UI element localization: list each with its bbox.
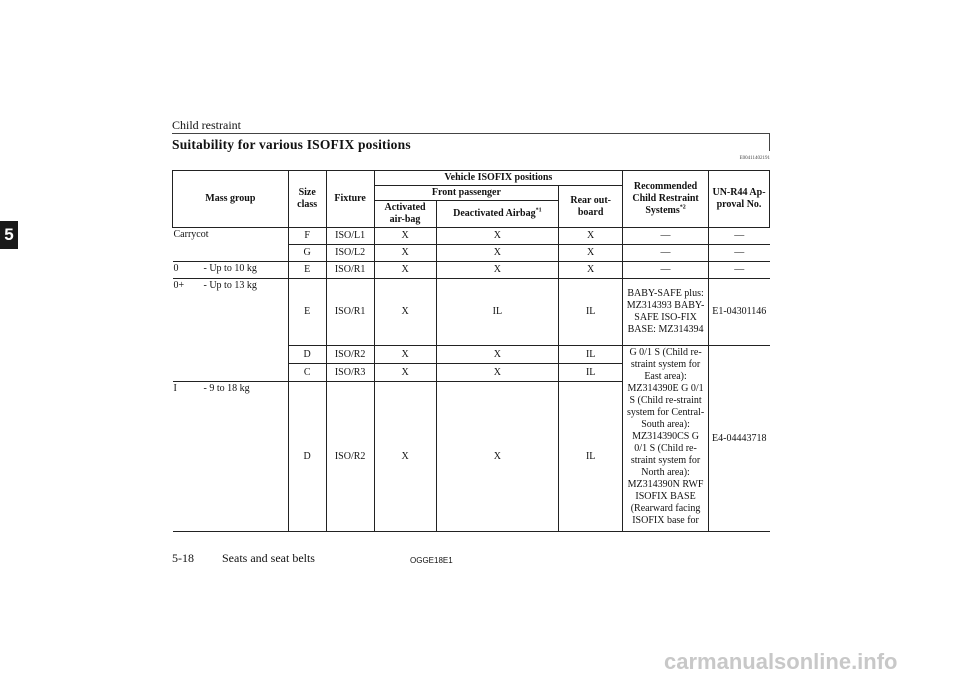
fixture-cell: ISO/R2 <box>326 346 374 364</box>
table-row <box>173 262 770 279</box>
rear-cell: X <box>559 228 623 245</box>
table-row <box>173 279 770 346</box>
fixture-cell: ISO/R1 <box>326 279 374 346</box>
recommended-cell: BABY-SAFE plus: MZ314393 BABY-SAFE ISO-FIX BASE: MZ314394 <box>623 279 709 346</box>
un-cell: E1-04301146 <box>709 279 770 346</box>
watermark: carmanualsonline.info <box>664 649 898 674</box>
page-number: 5-18 <box>172 551 194 565</box>
section-code: E00411402191 <box>739 156 770 161</box>
mass-group-cell: Carrycot <box>173 228 289 262</box>
deactivated-cell: X <box>436 262 559 279</box>
section-tab: 5 <box>0 221 18 249</box>
fixture-cell: ISO/L1 <box>326 228 374 245</box>
mass-group-cell: 0+ - Up to 13 kg <box>173 279 289 382</box>
activated-cell: X <box>374 279 436 346</box>
header-fixture: Fixture <box>326 171 374 228</box>
header-rule-end <box>769 133 770 151</box>
header-activated-airbag: Activated air-bag <box>374 201 436 228</box>
fixture-cell: ISO/R2 <box>326 382 374 532</box>
un-cell: E4-04443718 <box>709 346 770 532</box>
footer-section: Seats and seat belts <box>222 551 315 565</box>
rear-cell: IL <box>559 279 623 346</box>
activated-cell: X <box>374 346 436 364</box>
header-mass-group: Mass group <box>173 171 289 228</box>
chapter-label: Child restraint <box>172 118 241 132</box>
header-rule <box>172 133 770 134</box>
mass-group-cell: 0 - Up to 10 kg <box>173 262 289 279</box>
table-row <box>173 228 770 245</box>
rear-cell: IL <box>559 382 623 532</box>
rear-cell: X <box>559 262 623 279</box>
size-cell: D <box>288 382 326 532</box>
size-cell: D <box>288 346 326 364</box>
header-rear-outboard: Rear out-board <box>559 186 623 228</box>
un-cell: — <box>709 262 770 279</box>
rear-cell: X <box>559 245 623 262</box>
fixture-cell: ISO/R1 <box>326 262 374 279</box>
recommended-cell: — <box>623 245 709 262</box>
rear-cell: IL <box>559 346 623 364</box>
recommended-cell: — <box>623 228 709 245</box>
activated-cell: X <box>374 262 436 279</box>
header-deactivated-airbag: Deactivated Airbag$^{*1}$ <box>436 201 559 228</box>
isofix-table <box>172 170 770 532</box>
header-size-class: Size class <box>288 171 326 228</box>
header-front-passenger: Front passenger <box>374 186 559 201</box>
deactivated-cell: X <box>436 228 559 245</box>
rear-cell: IL <box>559 364 623 382</box>
recommended-cell: — <box>623 262 709 279</box>
fixture-cell: ISO/R3 <box>326 364 374 382</box>
deactivated-cell: IL <box>436 279 559 346</box>
header-un-approval: UN-R44 Ap-proval No. <box>709 171 770 228</box>
size-cell: E <box>288 262 326 279</box>
size-cell: E <box>288 279 326 346</box>
activated-cell: X <box>374 245 436 262</box>
activated-cell: X <box>374 364 436 382</box>
deactivated-cell: X <box>436 346 559 364</box>
fixture-cell: ISO/L2 <box>326 245 374 262</box>
activated-cell: X <box>374 382 436 532</box>
header-recommended: Recommended Child Restraint Systems$^{*2}$ <box>623 171 709 228</box>
header-vehicle-positions: Vehicle ISOFIX positions <box>374 171 623 186</box>
deactivated-cell: X <box>436 364 559 382</box>
deactivated-cell: X <box>436 382 559 532</box>
un-cell: — <box>709 245 770 262</box>
mass-group-cell: I - 9 to 18 kg <box>173 382 289 532</box>
un-cell: — <box>709 228 770 245</box>
activated-cell: X <box>374 228 436 245</box>
recommended-cell: G 0/1 S (Child re-straint system for East area): MZ314390E G 0/1 S (Child re-straint system for Central-South area): MZ314390CS G 0/1 S (Child re-straint system for North area): MZ314390N RWF ISOFIX BASE (Rearward facing ISOFIX base for <box>623 346 709 532</box>
footer-code: OGGE18E1 <box>410 556 453 565</box>
deactivated-cell: X <box>436 245 559 262</box>
size-cell: F <box>288 228 326 245</box>
size-cell: G <box>288 245 326 262</box>
size-cell: C <box>288 364 326 382</box>
page-title: Suitability for various ISOFIX positions <box>172 137 411 152</box>
